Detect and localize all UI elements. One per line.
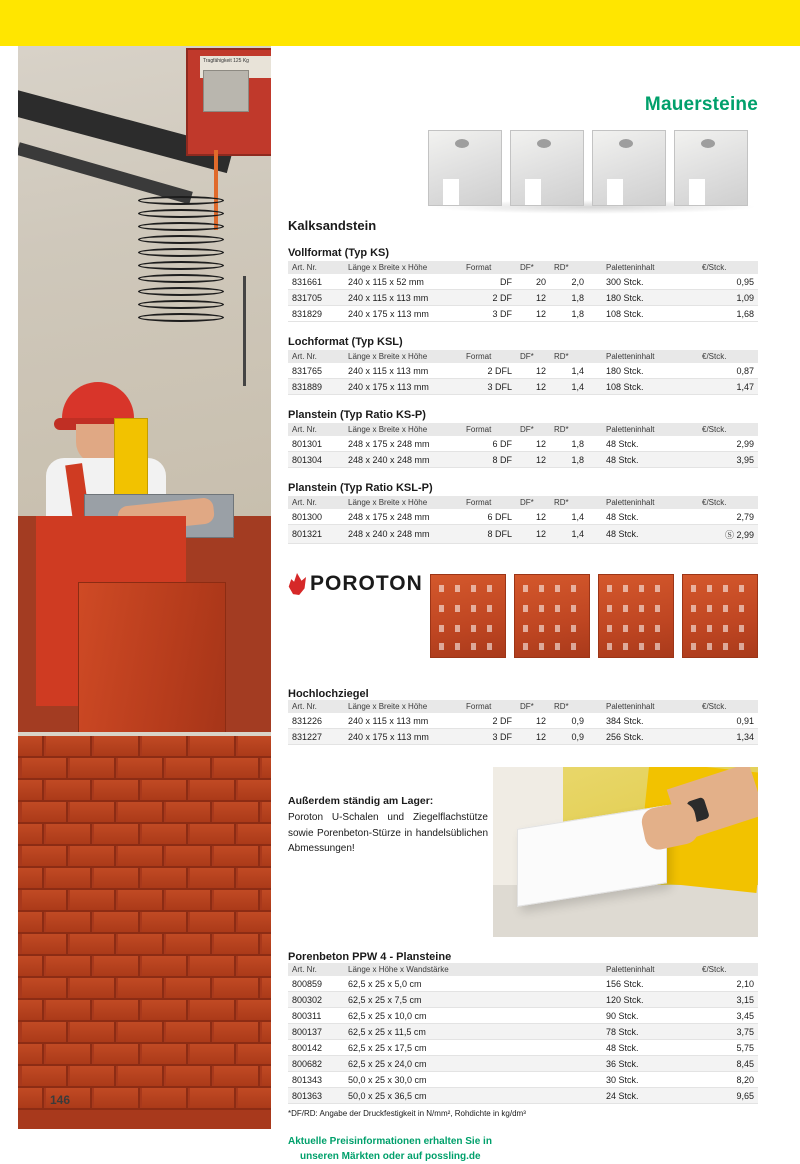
table-lochformat: [288, 350, 758, 395]
lifting-clamp: [114, 418, 148, 496]
table-hochlochziegel: [288, 700, 758, 745]
poroton-logo: [288, 572, 423, 596]
hero-photo: [18, 46, 271, 1129]
table-row: 831829 240 x 175 x 113 mm 3 DF 12 1,8 108 Stck. 1,68: [288, 306, 758, 322]
price-note-line2: unseren Märkten oder auf possling.de: [300, 1151, 481, 1162]
crane-capacity-label: Tragfähigkeit 125 Kg: [200, 56, 271, 78]
table-row: 831227 240 x 175 x 113 mm 3 DF 12 0,9 256 Stck. 1,34: [288, 729, 758, 745]
page-title: Mauersteine: [644, 94, 758, 115]
table-row: 800302 62,5 x 25 x 7,5 cm 120 Stck. 3,15: [288, 992, 758, 1008]
poroton-brick: [598, 574, 674, 658]
poroton-wordmark: POROTON: [310, 572, 423, 595]
kalksandstein-photo: [428, 130, 758, 220]
content-column: [288, 46, 758, 1164]
heading-planstein-ksp: Planstein (Typ Ratio KS-P): [288, 409, 426, 421]
table-planstein-ksp: [288, 423, 758, 468]
table-row: 801300 248 x 175 x 248 mm 6 DFL 12 1,4 48 Stck. 2,79: [288, 509, 758, 525]
poroton-brick: [514, 574, 590, 658]
flame-icon: [288, 573, 306, 595]
table-header-row: Art. Nr. Länge x Breite x Höhe Format DF* RD* Paletteninhalt €/Stck.: [288, 496, 758, 509]
table-row: 800859 62,5 x 25 x 5,0 cm 156 Stck. 2,10: [288, 976, 758, 992]
table-row: 801321 248 x 240 x 248 mm 8 DFL 12 1,4 48 Stck. Ⓢ 2,99: [288, 525, 758, 544]
heading-planstein-kslp: Planstein (Typ Ratio KSL-P): [288, 482, 433, 494]
table-vollformat: [288, 261, 758, 322]
lager-and-photo-row: [288, 767, 758, 947]
table-row: 831661 240 x 115 x 52 mm DF 20 2,0 300 Stck. 0,95: [288, 274, 758, 290]
ks-block: [428, 130, 502, 206]
page-number: 146: [50, 1093, 71, 1107]
table-header-row: Art. Nr. Länge x Breite x Höhe Format DF* RD* Paletteninhalt €/Stck.: [288, 700, 758, 713]
table-row: 800682 62,5 x 25 x 24,0 cm 36 Stck. 8,45: [288, 1056, 758, 1072]
poroton-brick-photo: [430, 562, 758, 674]
poroton-section-visual: [288, 562, 758, 682]
price-note-line1: Aktuelle Preisinformationen erhalten Sie in: [288, 1136, 492, 1147]
price-info-note: [288, 1134, 758, 1164]
heading-vollformat: Vollformat (Typ KS): [288, 247, 390, 259]
ks-block: [592, 130, 666, 206]
poroton-brick: [682, 574, 758, 658]
table-porenbeton: [288, 963, 758, 1104]
table-row: 800137 62,5 x 25 x 11,5 cm 78 Stck. 3,75: [288, 1024, 758, 1040]
lager-note: [288, 795, 488, 857]
table-header-row: Art. Nr. Länge x Breite x Höhe Format DF* RD* Paletteninhalt €/Stck.: [288, 261, 758, 274]
lager-text: Poroton U-Schalen und Ziegelflachstütze sowie Porenbeton-Stürze in handelsüblichen Abmessungen!: [288, 812, 488, 854]
porenbeton-photo: [493, 767, 758, 937]
table-row: 801363 50,0 x 25 x 36,5 cm 24 Stck. 9,65: [288, 1088, 758, 1104]
table-row: 831226 240 x 115 x 113 mm 2 DF 12 0,9 384 Stck. 0,91: [288, 713, 758, 729]
table-row: 801301 248 x 175 x 248 mm 6 DF 12 1,8 48 Stck. 2,99: [288, 436, 758, 452]
poroton-brick: [430, 574, 506, 658]
lager-title: Außerdem ständig am Lager:: [288, 795, 434, 807]
table-row: 801343 50,0 x 25 x 30,0 cm 30 Stck. 8,20: [288, 1072, 758, 1088]
table-row: 831705 240 x 115 x 113 mm 2 DF 12 1,8 180 Stck. 1,09: [288, 290, 758, 306]
table-header-row: Art. Nr. Länge x Breite x Höhe Format DF* RD* Paletteninhalt €/Stck.: [288, 350, 758, 363]
table-row: 831889 240 x 175 x 113 mm 3 DFL 12 1,4 108 Stck. 1,47: [288, 379, 758, 395]
table-row: 801304 248 x 240 x 248 mm 8 DF 12 1,8 48 Stck. 3,95: [288, 452, 758, 468]
table-header-row: Art. Nr. Länge x Höhe x Wandstärke Paletteninhalt €/Stck.: [288, 963, 758, 976]
spiral-hose: [138, 196, 228, 326]
table-row: 831765 240 x 115 x 113 mm 2 DFL 12 1,4 180 Stck. 0,87: [288, 363, 758, 379]
ks-block: [674, 130, 748, 206]
brick-wall: [18, 736, 271, 1129]
heading-lochformat: Lochformat (Typ KSL): [288, 336, 403, 348]
heading-kalksandstein: Kalksandstein: [288, 218, 377, 233]
top-color-band: [0, 0, 800, 46]
ks-block: [510, 130, 584, 206]
table-header-row: Art. Nr. Länge x Breite x Höhe Format DF* RD* Paletteninhalt €/Stck.: [288, 423, 758, 436]
footnote: *DF/RD: Angabe der Druckfestigkeit in N/mm², Rohdichte in kg/dm³: [288, 1109, 526, 1118]
table-row: 800311 62,5 x 25 x 10,0 cm 90 Stck. 3,45: [288, 1008, 758, 1024]
crane-weight: [203, 70, 249, 112]
table-row: 800142 62,5 x 25 x 17,5 cm 48 Stck. 5,75: [288, 1040, 758, 1056]
chain: [243, 276, 246, 386]
heading-hochlochziegel: Hochlochziegel: [288, 688, 369, 700]
table-planstein-kslp: [288, 496, 758, 544]
heading-porenbeton: Porenbeton PPW 4 - Plansteine: [288, 951, 452, 963]
